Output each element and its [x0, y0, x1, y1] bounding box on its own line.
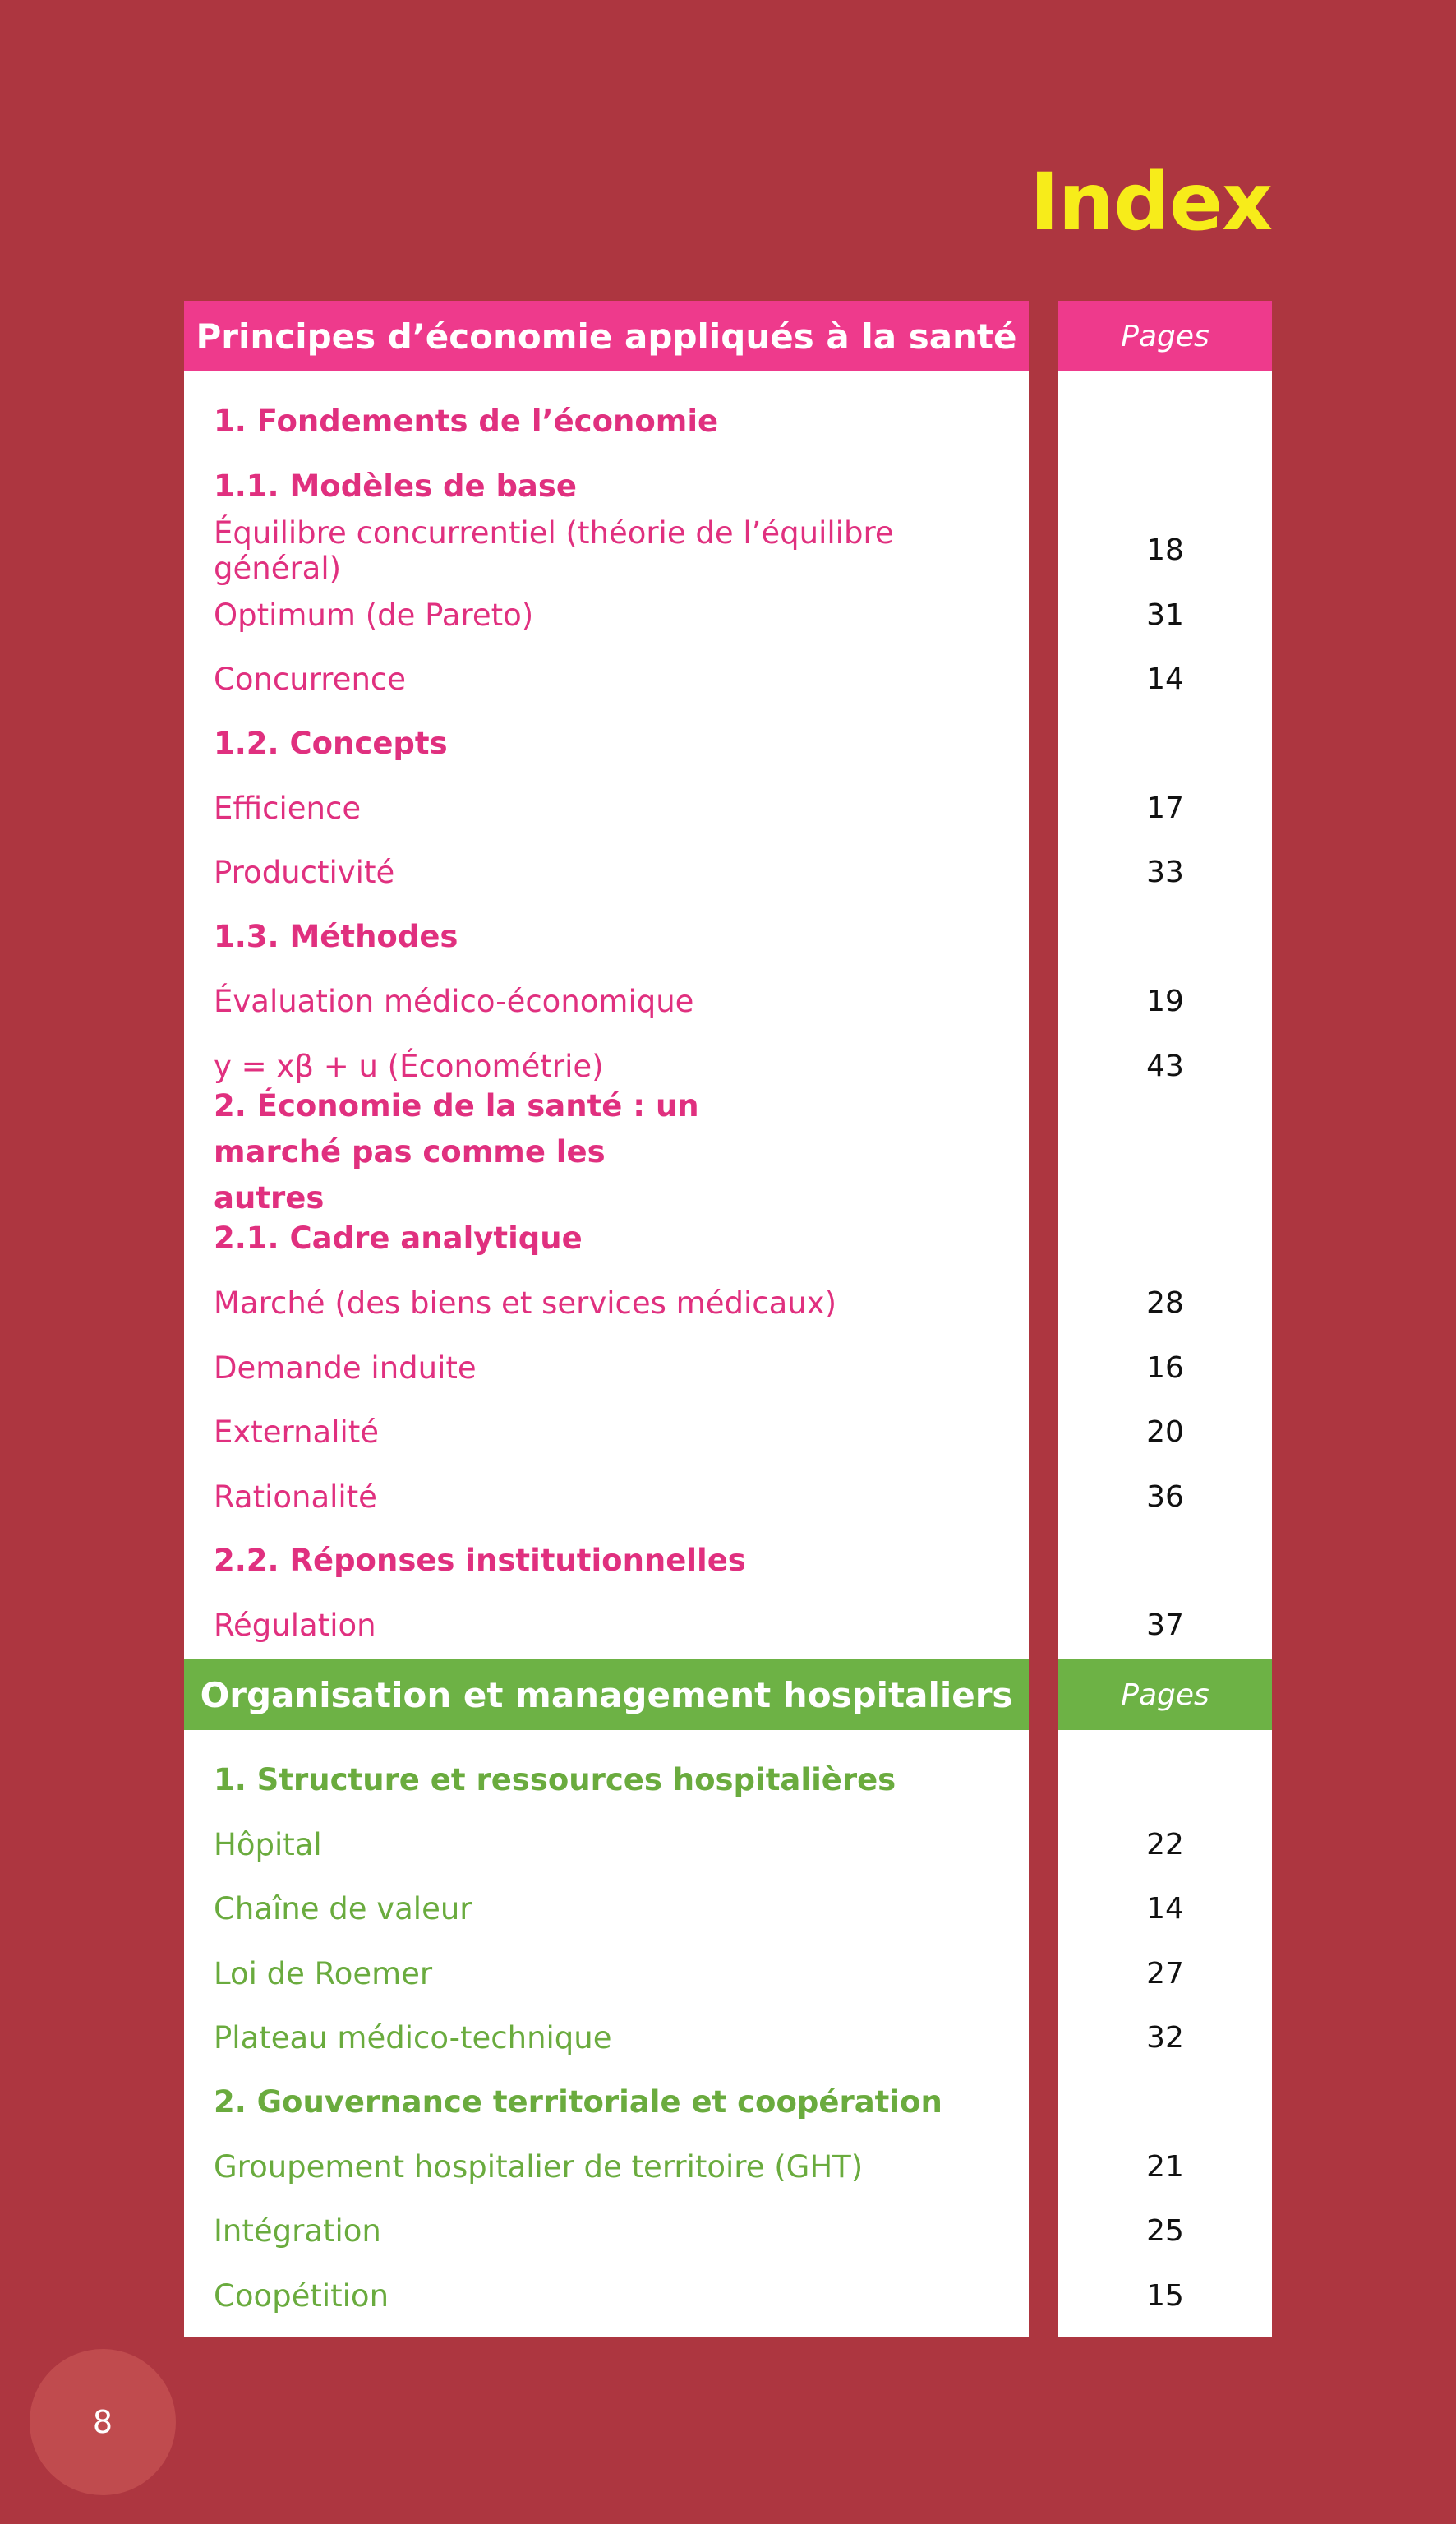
subchapter-heading: 2.2. Réponses institutionnelles: [214, 1543, 746, 1579]
chapter-heading: 2. Gouvernance territoriale et coopération: [214, 2084, 942, 2120]
entries-column: [184, 371, 1029, 1666]
page-ref: 20: [1146, 1415, 1184, 1450]
index-entry: Loi de Roemer: [214, 1955, 433, 1991]
subchapter-heading: 1.2. Concepts: [214, 726, 448, 762]
page-ref: 17: [1146, 791, 1184, 826]
index-entry: Hôpital: [214, 1827, 322, 1863]
page-ref: 14: [1146, 662, 1184, 697]
page-ref: 43: [1146, 1049, 1184, 1083]
index-entry: Demande induite: [214, 1350, 477, 1386]
page-ref: [1058, 905, 1272, 969]
page-ref: 16: [1146, 1350, 1184, 1385]
section-management-hospitalier: [184, 1659, 1272, 2337]
page-ref: 27: [1146, 1956, 1184, 1991]
page-number-badge: 8: [30, 2349, 176, 2495]
page-ref: 33: [1146, 856, 1184, 890]
index-entry: Marché (des biens et services médicaux): [214, 1285, 837, 1322]
pages-column: [1058, 371, 1272, 1666]
page-ref: [1058, 1529, 1272, 1593]
page-ref: 25: [1146, 2214, 1184, 2249]
index-entry: Intégration: [214, 2213, 381, 2249]
page-ref: 19: [1146, 985, 1184, 1019]
index-entry: Groupement hospitalier de territoire (GHT): [214, 2149, 864, 2185]
section-heading: Principes d’économie appliqués à la santé: [184, 301, 1029, 371]
page-ref: [1058, 454, 1272, 518]
page-ref: [1058, 1098, 1272, 1207]
index-entry: Optimum (de Pareto): [214, 597, 534, 633]
subchapter-heading: 1.3. Méthodes: [214, 919, 458, 955]
index-entry: Productivité: [214, 855, 395, 891]
page-ref: [1058, 1748, 1272, 1812]
subchapter-heading: 2.1. Cadre analytique: [214, 1220, 583, 1257]
index-entry: Équilibre concurrentiel (théorie de l’équilibre général): [214, 514, 894, 586]
page-ref: 14: [1146, 1892, 1184, 1926]
index-entry: Chaîne de valeur: [214, 1891, 472, 1927]
chapter-heading: 1. Structure et ressources hospitalières: [214, 1762, 896, 1798]
subchapter-heading: 1.1. Modèles de base: [214, 468, 578, 504]
page-title: Index: [1030, 156, 1272, 248]
page-ref: 28: [1146, 1286, 1184, 1321]
page-ref: 37: [1146, 1608, 1184, 1643]
index-entry: Concurrence: [214, 662, 406, 698]
section-economie-sante: [184, 301, 1272, 1666]
page-ref: 32: [1146, 2021, 1184, 2056]
chapter-heading: 2. Économie de la santé : un marché pas comme les autres: [214, 1088, 699, 1216]
section-heading: Organisation et management hospitaliers: [184, 1659, 1029, 1730]
index-entry: Coopétition: [214, 2277, 389, 2314]
page-ref: 22: [1146, 1828, 1184, 1862]
chapter-heading: 1. Fondements de l’économie: [214, 404, 719, 440]
page-ref: 15: [1146, 2278, 1184, 2313]
index-entry: Externalité: [214, 1414, 380, 1451]
page-ref: 36: [1146, 1479, 1184, 1514]
page-ref: 31: [1146, 598, 1184, 632]
page-ref: [1058, 712, 1272, 776]
page-ref: [1058, 390, 1272, 454]
index-entry: Rationalité: [214, 1479, 377, 1515]
page-ref: 21: [1146, 2150, 1184, 2185]
index-entry: Évaluation médico-économique: [214, 984, 694, 1020]
page-ref: [1058, 1207, 1272, 1271]
index-entry: Efficience: [214, 791, 362, 827]
pages-column-header: Pages: [1058, 301, 1272, 371]
index-entry: Plateau médico-technique: [214, 2020, 612, 2056]
page-ref: [1058, 2070, 1272, 2134]
index-entry: Régulation: [214, 1608, 376, 1644]
pages-column-header: Pages: [1058, 1659, 1272, 1730]
entries-column: [184, 1730, 1029, 2337]
index-entry: y = xβ + u (Économétrie): [214, 1048, 604, 1084]
pages-column: [1058, 1730, 1272, 2337]
page-ref: 18: [1146, 533, 1184, 568]
